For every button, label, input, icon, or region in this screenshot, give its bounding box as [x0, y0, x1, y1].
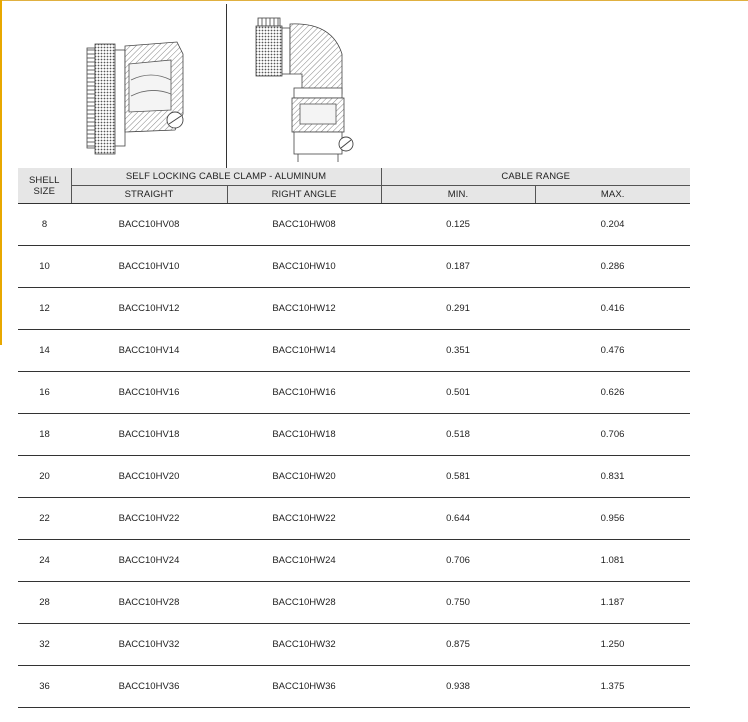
right-angle-part-cell: BACC10HW10 [227, 246, 381, 288]
table-row [18, 414, 690, 456]
straight-header: STRAIGHT [71, 186, 227, 204]
shell-size-cell: 24 [18, 540, 71, 582]
table-row [18, 582, 690, 624]
cable-max-cell: 1.250 [535, 624, 690, 666]
clamp-spec-table [18, 168, 690, 708]
top-rule [0, 0, 748, 1]
right-angle-part-cell: BACC10HW36 [227, 666, 381, 708]
straight-part-cell: BACC10HV08 [71, 204, 227, 246]
shell-size-header [18, 168, 71, 204]
straight-part-cell: BACC10HV14 [71, 330, 227, 372]
cable-range-header: CABLE RANGE [381, 168, 690, 186]
cable-min-cell: 0.706 [381, 540, 535, 582]
cable-min-cell: 0.351 [381, 330, 535, 372]
cable-min-cell: 0.518 [381, 414, 535, 456]
shell-size-cell: 28 [18, 582, 71, 624]
right-angle-part-cell: BACC10HW16 [227, 372, 381, 414]
cable-min-cell: 0.581 [381, 456, 535, 498]
cable-min-cell: 0.938 [381, 666, 535, 708]
max-header: MAX. [535, 186, 690, 204]
shell-size-cell: 16 [18, 372, 71, 414]
cable-max-cell: 0.831 [535, 456, 690, 498]
table-row [18, 624, 690, 666]
left-accent-bar [0, 0, 2, 345]
cable-min-cell: 0.501 [381, 372, 535, 414]
shell-size-cell: 12 [18, 288, 71, 330]
cable-max-cell: 0.626 [535, 372, 690, 414]
right-angle-part-cell: BACC10HW28 [227, 582, 381, 624]
right-angle-part-cell: BACC10HW20 [227, 456, 381, 498]
cable-max-cell: 0.476 [535, 330, 690, 372]
straight-part-cell: BACC10HV18 [71, 414, 227, 456]
table-row [18, 204, 690, 246]
shell-size-cell: 18 [18, 414, 71, 456]
straight-part-cell: BACC10HV24 [71, 540, 227, 582]
table-row [18, 498, 690, 540]
cable-max-cell: 0.706 [535, 414, 690, 456]
straight-part-cell: BACC10HV22 [71, 498, 227, 540]
table-row [18, 330, 690, 372]
straight-part-cell: BACC10HV16 [71, 372, 227, 414]
right-angle-part-cell: BACC10HW14 [227, 330, 381, 372]
shell-size-cell: 22 [18, 498, 71, 540]
right-angle-cable-clamp-drawing [252, 14, 362, 164]
cable-min-cell: 0.125 [381, 204, 535, 246]
cable-min-cell: 0.291 [381, 288, 535, 330]
table-row [18, 666, 690, 708]
cable-max-cell: 0.956 [535, 498, 690, 540]
cable-max-cell: 0.416 [535, 288, 690, 330]
cable-max-cell: 0.204 [535, 204, 690, 246]
shell-size-cell: 20 [18, 456, 71, 498]
table-row [18, 372, 690, 414]
table-row [18, 246, 690, 288]
straight-part-cell: BACC10HV36 [71, 666, 227, 708]
cable-max-cell: 1.187 [535, 582, 690, 624]
shell-size-cell: 14 [18, 330, 71, 372]
right-angle-part-cell: BACC10HW18 [227, 414, 381, 456]
table-row [18, 288, 690, 330]
straight-part-cell: BACC10HV12 [71, 288, 227, 330]
table-row [18, 456, 690, 498]
right-angle-part-cell: BACC10HW32 [227, 624, 381, 666]
cable-min-cell: 0.644 [381, 498, 535, 540]
shell-size-header-line2: SIZE [33, 185, 55, 197]
straight-part-cell: BACC10HV20 [71, 456, 227, 498]
straight-part-cell: BACC10HV28 [71, 582, 227, 624]
cable-max-cell: 0.286 [535, 246, 690, 288]
clamp-group-header: SELF LOCKING CABLE CLAMP - ALUMINUM [71, 168, 381, 186]
cable-min-cell: 0.187 [381, 246, 535, 288]
cable-max-cell: 1.081 [535, 540, 690, 582]
straight-part-cell: BACC10HV10 [71, 246, 227, 288]
image-divider [226, 4, 227, 168]
right-angle-part-cell: BACC10HW24 [227, 540, 381, 582]
min-header: MIN. [381, 186, 535, 204]
right-angle-part-cell: BACC10HW22 [227, 498, 381, 540]
right-angle-part-cell: BACC10HW12 [227, 288, 381, 330]
shell-size-header-line1: SHELL [28, 174, 60, 186]
cable-min-cell: 0.875 [381, 624, 535, 666]
shell-size-cell: 8 [18, 204, 71, 246]
straight-part-cell: BACC10HV32 [71, 624, 227, 666]
shell-size-cell: 10 [18, 246, 71, 288]
straight-cable-clamp-drawing [85, 40, 195, 160]
right-angle-header: RIGHT ANGLE [227, 186, 381, 204]
shell-size-cell: 32 [18, 624, 71, 666]
right-angle-part-cell: BACC10HW08 [227, 204, 381, 246]
cable-max-cell: 1.375 [535, 666, 690, 708]
cable-min-cell: 0.750 [381, 582, 535, 624]
table-row [18, 540, 690, 582]
shell-size-cell: 36 [18, 666, 71, 708]
